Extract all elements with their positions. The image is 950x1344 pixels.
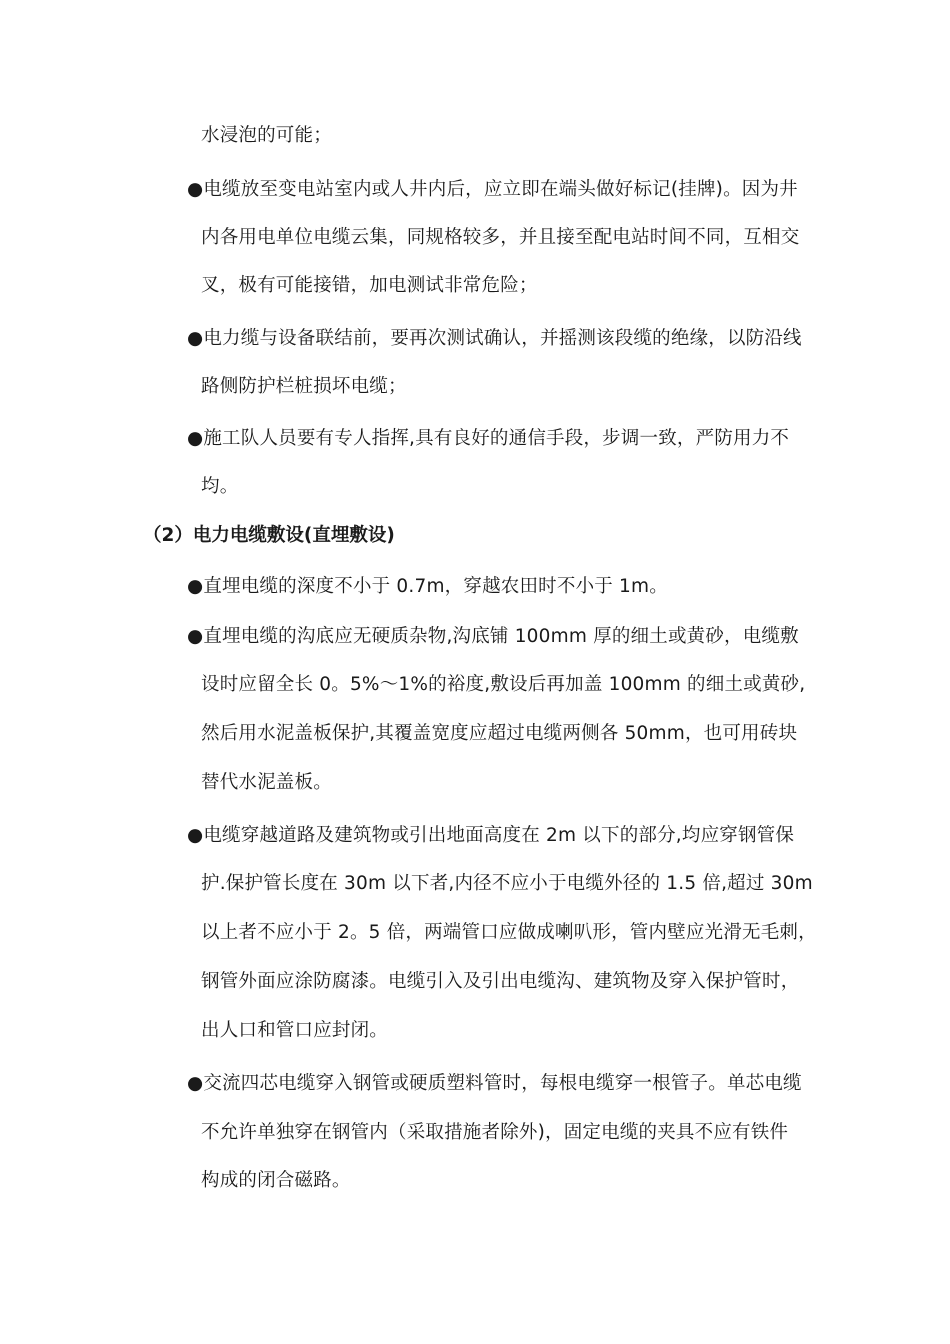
text-line: 水浸泡的可能；	[201, 125, 332, 146]
text-line: 均。	[201, 476, 239, 497]
text-line: 护.保护管长度在 30m 以下者,内径不应小于电缆外径的 1.5 倍,超过 30m	[201, 873, 813, 894]
bullet-item-line: ●交流四芯电缆穿入钢管或硬质塑料管时，每根电缆穿一根管子。单芯电缆	[187, 1073, 802, 1094]
text-line: 路侧防护栏桩损坏电缆；	[201, 376, 407, 397]
bullet-item-line: ●电缆穿越道路及建筑物或引出地面高度在 2m 以下的部分,均应穿钢管保	[187, 825, 795, 846]
text-line: 内各用电单位电缆云集，同规格较多，并且接至配电站时间不同，互相交	[201, 227, 800, 248]
text-line: 设时应留全长 0。5%～1%的裕度,敷设后再加盖 100mm 的细土或黄砂,	[201, 674, 806, 695]
text-line: 钢管外面应涂防腐漆。电缆引入及引出电缆沟、建筑物及穿入保护管时，	[201, 971, 800, 992]
text-line: 构成的闭合磁路。	[201, 1170, 351, 1191]
text-line: 然后用水泥盖板保护,其覆盖宽度应超过电缆两侧各 50mm，也可用砖块	[201, 723, 798, 744]
section-heading: （2）电力电缆敷设(直埋敷设)	[143, 525, 395, 546]
bullet-item-line: ●施工队人员要有专人指挥,具有良好的通信手段，步调一致，严防用力不	[187, 428, 790, 449]
text-line: 出人口和管口应封闭。	[201, 1020, 389, 1041]
bullet-item-line: ●直埋电缆的沟底应无硬质杂物,沟底铺 100mm 厚的细土或黄砂，电缆敷	[187, 626, 799, 647]
bullet-item-line: ●电力缆与设备联结前，要再次测试确认，并摇测该段缆的绝缘，以防沿线	[187, 328, 802, 349]
text-line: 以上者不应小于 2。5 倍，两端管口应做成喇叭形，管内壁应光滑无毛刺，	[201, 922, 817, 943]
bullet-item-line: ●直埋电缆的深度不小于 0.7m，穿越农田时不小于 1m。	[187, 576, 668, 597]
bullet-item-line: ●电缆放至变电站室内或人井内后，应立即在端头做好标记(挂牌)。因为井	[187, 179, 798, 200]
text-line: 替代水泥盖板。	[201, 772, 332, 793]
text-line: 不允许单独穿在钢管内（采取措施者除外)，固定电缆的夹具不应有铁件	[201, 1122, 789, 1143]
text-line: 叉，极有可能接错，加电测试非常危险；	[201, 275, 538, 296]
